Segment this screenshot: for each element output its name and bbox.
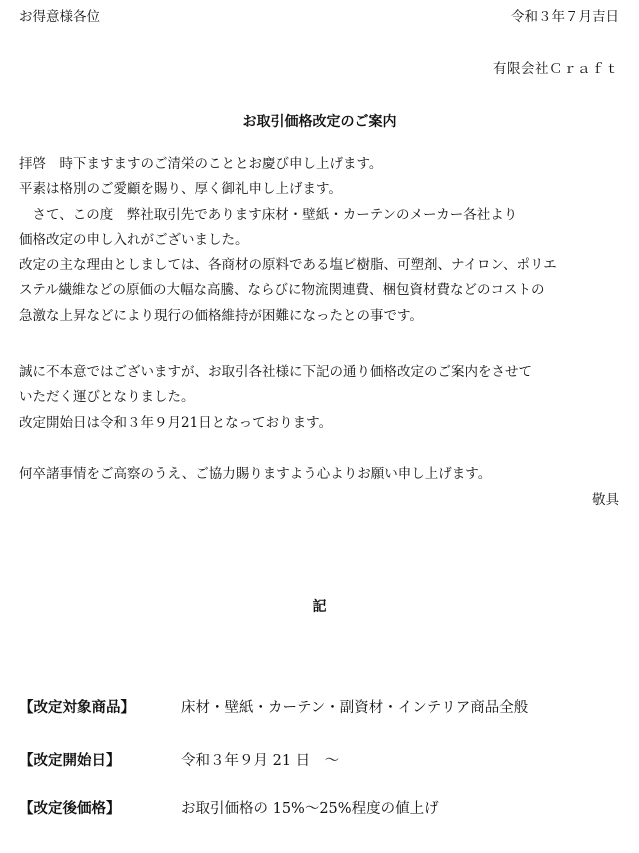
detail-label-target-products: 【改定対象商品】 (19, 700, 135, 716)
detail-value-start-date: 令和３年９月 21 日 ～ (181, 753, 340, 769)
issue-date: 令和３年７月吉日 (511, 9, 619, 25)
sender-company: 有限会社Ｃｒａｆｔ (493, 61, 619, 77)
closing-keigu: 敬具 (592, 492, 619, 508)
paragraph-2 (19, 362, 532, 438)
body-line: 改定の主な理由としましては、各商材の原料である塩ビ樹脂、可塑剤、ナイロン、ポリエ (19, 257, 557, 274)
detail-label-start-date: 【改定開始日】 (19, 753, 121, 769)
body-line: 何卒諸事情をご高察のうえ、ご協力賜りますよう心よりお願い申し上げます。 (19, 466, 492, 482)
paragraph-1 (19, 154, 557, 331)
detail-value-new-price: お取引価格の 15%～25%程度の値上げ (181, 801, 439, 817)
recipient: お得意様各位 (19, 9, 100, 25)
paragraph-3 (19, 464, 491, 489)
body-line: さて、この度 弊社取引先であります床材・壁紙・カーテンのメーカー各社より (19, 206, 518, 223)
body-line: いただく運びとなりました。 (19, 389, 195, 406)
body-line: 価格改定の申し入れがございました。 (19, 231, 249, 248)
body-line: 急激な上昇などにより現行の価格維持が困難になったとの事です。 (19, 307, 423, 324)
body-line: 誠に不本意ではございますが、お取引各社様に下記の通り価格改定のご案内をさせて (19, 364, 532, 380)
detail-value-target-products: 床材・壁紙・カーテン・副資材・インテリア商品全般 (181, 700, 529, 716)
body-line: 拝啓 時下ますますのご清栄のこととお慶び申し上げます。 (19, 156, 383, 172)
body-line: 改定開始日は令和３年９月21日となっております。 (19, 414, 333, 431)
ki-heading: 記 (312, 599, 327, 615)
body-line: 平素は格別のご愛顧を賜り、厚く御礼申し上げます。 (19, 181, 342, 198)
detail-label-new-price: 【改定後価格】 (19, 801, 121, 817)
document-title: お取引価格改定のご案内 (242, 114, 397, 130)
body-line: ステル繊維などの原価の大幅な高騰、ならびに物流関連費、梱包資材費などのコストの (19, 282, 545, 299)
